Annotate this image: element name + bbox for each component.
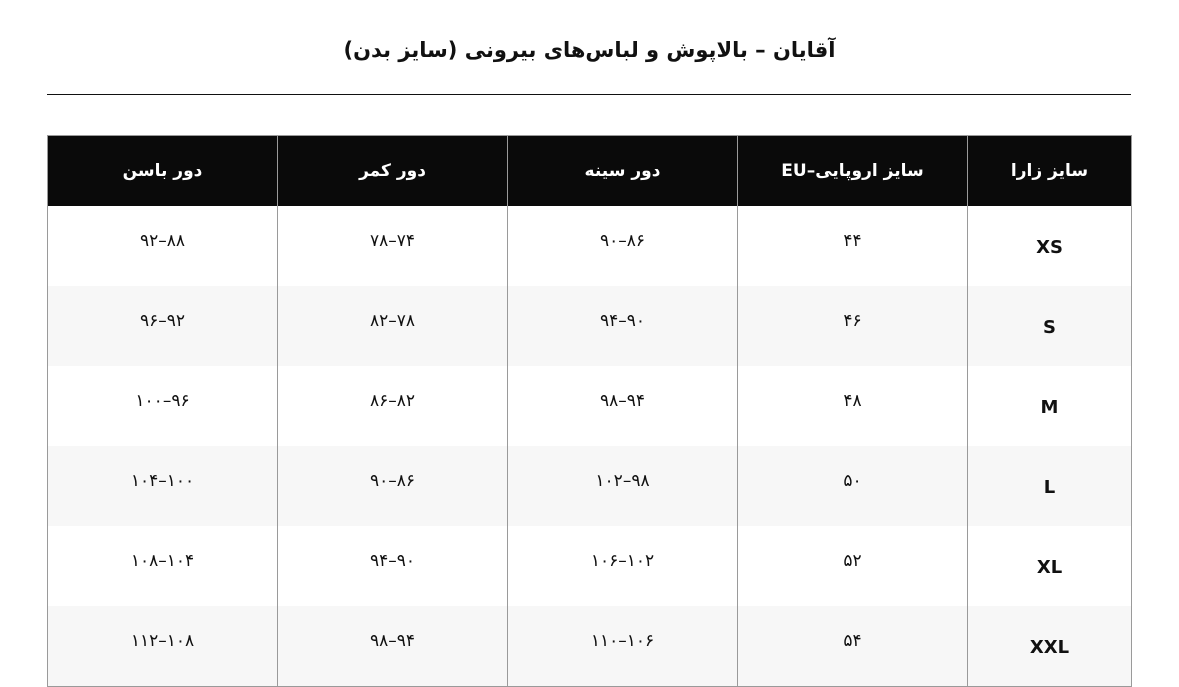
title-divider bbox=[47, 94, 1131, 95]
header-waist: دور کمر bbox=[278, 136, 508, 207]
cell-eu-size: ۴۴ bbox=[738, 206, 968, 286]
header-chest: دور سینه bbox=[508, 136, 738, 207]
cell-chest: ۱۰۲–۱۰۶ bbox=[508, 526, 738, 606]
cell-zara-size: XS bbox=[968, 206, 1132, 286]
cell-eu-size: ۴۶ bbox=[738, 286, 968, 366]
cell-zara-size: M bbox=[968, 366, 1132, 446]
table-row bbox=[48, 526, 1132, 606]
cell-waist: ۸۶–۹۰ bbox=[278, 446, 508, 526]
page-title: آقایان – بالاپوش و لباس‌های بیرونی (سایز بدن) bbox=[343, 38, 836, 62]
cell-zara-size: XL bbox=[968, 526, 1132, 606]
cell-eu-size: ۵۰ bbox=[738, 446, 968, 526]
table-row bbox=[48, 206, 1132, 286]
cell-chest: ۹۴–۹۸ bbox=[508, 366, 738, 446]
cell-waist: ۸۲–۸۶ bbox=[278, 366, 508, 446]
table-header-row bbox=[48, 136, 1132, 207]
cell-chest: ۹۸–۱۰۲ bbox=[508, 446, 738, 526]
cell-hip: ۹۶–۱۰۰ bbox=[48, 366, 278, 446]
cell-zara-size: S bbox=[968, 286, 1132, 366]
cell-hip: ۱۰۸–۱۱۲ bbox=[48, 606, 278, 687]
header-zara-size: سایز زارا bbox=[968, 136, 1132, 207]
cell-eu-size: ۵۴ bbox=[738, 606, 968, 687]
cell-chest: ۱۰۶–۱۱۰ bbox=[508, 606, 738, 687]
cell-eu-size: ۴۸ bbox=[738, 366, 968, 446]
cell-waist: ۷۴–۷۸ bbox=[278, 206, 508, 286]
cell-waist: ۷۸–۸۲ bbox=[278, 286, 508, 366]
header-eu-size: سایز اروپایی–EU bbox=[738, 136, 968, 207]
table-row bbox=[48, 366, 1132, 446]
cell-hip: ۸۸–۹۲ bbox=[48, 206, 278, 286]
table-row bbox=[48, 446, 1132, 526]
table-row bbox=[48, 286, 1132, 366]
cell-eu-size: ۵۲ bbox=[738, 526, 968, 606]
size-chart-table bbox=[47, 135, 1132, 687]
cell-waist: ۹۴–۹۸ bbox=[278, 606, 508, 687]
table-row bbox=[48, 606, 1132, 687]
cell-hip: ۱۰۴–۱۰۸ bbox=[48, 526, 278, 606]
cell-zara-size: L bbox=[968, 446, 1132, 526]
cell-zara-size: XXL bbox=[968, 606, 1132, 687]
cell-hip: ۹۲–۹۶ bbox=[48, 286, 278, 366]
cell-chest: ۹۰–۹۴ bbox=[508, 286, 738, 366]
header-hip: دور باسن bbox=[48, 136, 278, 207]
cell-waist: ۹۰–۹۴ bbox=[278, 526, 508, 606]
cell-hip: ۱۰۰–۱۰۴ bbox=[48, 446, 278, 526]
cell-chest: ۸۶–۹۰ bbox=[508, 206, 738, 286]
